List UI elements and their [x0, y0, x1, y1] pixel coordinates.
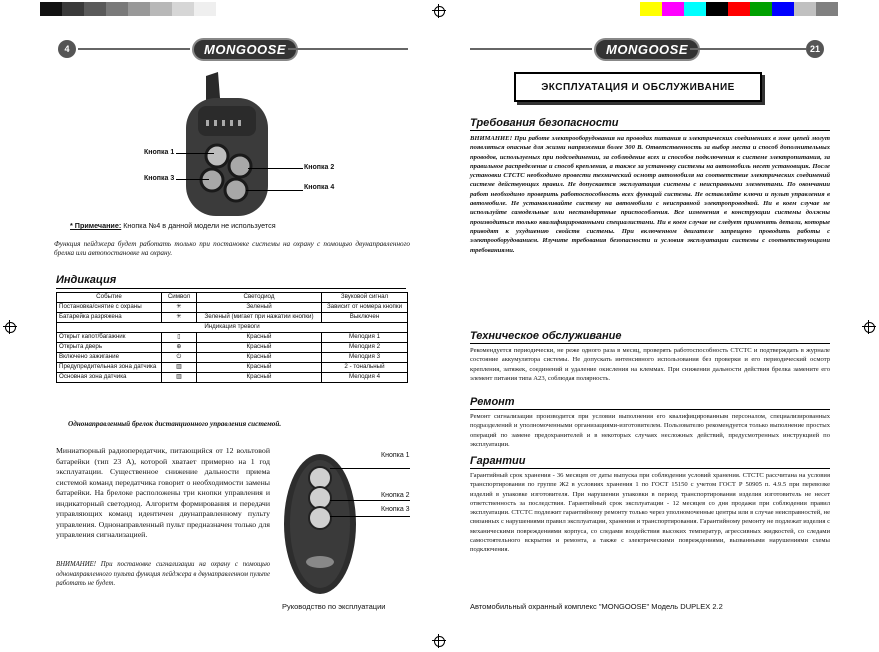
- cell-event: Включено зажигание: [57, 353, 162, 363]
- cell-led: Красный: [197, 363, 322, 373]
- mongoose-logo-left: MONGOOSE: [192, 38, 298, 61]
- cell-symbol: ▥: [162, 373, 197, 383]
- cell-led: Зеленый: [197, 303, 322, 313]
- cell-symbol: ✳: [162, 303, 197, 313]
- table-row: [57, 353, 408, 363]
- table-row: [57, 303, 408, 313]
- calibration-swatch: [728, 2, 750, 16]
- cell-event: Постановка/снятие с охраны: [57, 303, 162, 313]
- page-number-right: 21: [806, 40, 824, 58]
- table-row: [57, 373, 408, 383]
- heading-rule: [56, 288, 406, 289]
- cell-sound: Мелодия 4: [322, 373, 408, 383]
- remote-button-2-label: Кнопка 2: [304, 164, 335, 171]
- note-text: Кнопка №4 в данной модели не используется: [121, 221, 276, 230]
- pointer-line: [330, 500, 410, 501]
- two-way-remote-image: [180, 70, 280, 220]
- safety-paragraph: ВНИМАНИЕ! При работе электрооборудования на проводах питания и электрических соединениях в зоне цепей могут появляться опасные для жизни напряжения более 300 В. Ответственность за выбор места и способ дополнительных проводов, используемых при подсоединении, за соблюдение всех и способов подключения к системе электропитания, за правильное распределение и способ крепления, а также за установку системы на автомобиль несет установщик. После установки СТСТС необходимо провести технический осмотр автомобиля на соответствие электрических соединений системе действующих правил. Не допускается эксплуатация системы с неисправными элементами. По окончании работ необходимо проверить работоспособность всех функций системы. Не оставляйте ключи и пульт управления в автомобиле. Не устанавливайте систему на автомобили с неисправной электропроводкой. Ни в коем случае не используйте самодельные или нестандартные приспособления. Все изменения в конструкции системы должны производиться только квалифицированными специалистами. Ни в коем случае не следует применять детали, которые приводят к ухудшению свойств системы. При включенном двигателе запрещено проводить работы с электрооборудованием. Изучите требования безопасности и условия эксплуатации системы с соответствующими требованиями.: [470, 135, 830, 254]
- calibration-swatch: [62, 2, 84, 16]
- cell-led: Красный: [197, 353, 322, 363]
- calibration-swatch: [750, 2, 772, 16]
- remote-button-3-label: Кнопка 3: [144, 175, 175, 182]
- registration-mark-left: [3, 320, 17, 334]
- fob-button-2-label: Кнопка 2: [381, 492, 410, 499]
- pointer-line: [248, 168, 303, 169]
- cell-symbol: ⊕: [162, 343, 197, 353]
- cell-symbol: ✳: [162, 313, 197, 323]
- calibration-swatch: [106, 2, 128, 16]
- pointer-line: [176, 153, 214, 154]
- cell-symbol: ▯: [162, 333, 197, 343]
- remote-button-4-label: Кнопка 4: [304, 184, 335, 191]
- safety-heading: Требования безопасности: [470, 117, 619, 129]
- calibration-swatch: [706, 2, 728, 16]
- cell-sound: Мелодия 1: [322, 333, 408, 343]
- table-row: [57, 313, 408, 323]
- cell-sound: Мелодия 3: [322, 353, 408, 363]
- calibration-swatch: [772, 2, 794, 16]
- pager-paragraph: Функция пейджера будет работать только при постановке системы на охрану с помощью двунаправленного брелка или автопостановке на охрану.: [54, 240, 410, 258]
- footer-right: Автомобильный охранный комплекс "MONGOOSE" Модель DUPLEX 2.2: [470, 602, 723, 611]
- footer-left: Руководство по эксплуатации: [282, 602, 386, 611]
- calibration-swatch: [150, 2, 172, 16]
- table-row: [57, 343, 408, 353]
- cell-led: Зеленый (мигает при нажатии кнопки): [197, 313, 322, 323]
- note: [70, 221, 400, 230]
- fob-button-3-label: Кнопка 3: [381, 506, 410, 513]
- cell-led: Красный: [197, 373, 322, 383]
- calibration-swatch: [172, 2, 194, 16]
- maintenance-heading: Техническое обслуживание: [470, 330, 622, 342]
- calibration-swatch: [816, 2, 838, 16]
- alarm-subheader: Индикация тревоги: [57, 323, 408, 333]
- page-number-left: 4: [58, 40, 76, 58]
- cell-event: Основная зона датчика: [57, 373, 162, 383]
- registration-mark-bottom: [432, 634, 446, 648]
- header-rule: [470, 48, 592, 50]
- pointer-line: [330, 468, 410, 469]
- one-way-remote-caption: Однонаправленный брелок дистанционного управления системой.: [68, 420, 282, 428]
- cell-led: Красный: [197, 343, 322, 353]
- heading-rule: [470, 343, 830, 344]
- warning-paragraph: ВНИМАНИЕ! При постановке сигнализации на охрану с помощью однонаправленного пульта функция пейджера в двунаправленном пульте работать не будет.: [56, 561, 270, 588]
- table-subheader-row: [57, 323, 408, 333]
- cell-event: Батарейка разряжена: [57, 313, 162, 323]
- col-header-event: Событие: [57, 293, 162, 303]
- indication-table: [56, 292, 408, 383]
- heading-rule: [470, 130, 830, 131]
- pointer-line: [176, 179, 209, 180]
- calibration-swatch: [128, 2, 150, 16]
- repair-heading: Ремонт: [470, 396, 515, 408]
- section-title-box: ЭКСПЛУАТАЦИЯ И ОБСЛУЖИВАНИЕ: [514, 72, 762, 102]
- col-header-led: Светодиод: [197, 293, 322, 303]
- heading-rule: [470, 468, 830, 469]
- calibration-swatch: [84, 2, 106, 16]
- warranty-heading: Гарантии: [470, 455, 526, 467]
- indication-heading: Индикация: [56, 274, 117, 286]
- header-rule: [288, 48, 408, 50]
- pointer-line: [330, 516, 410, 517]
- remote-button-1-label: Кнопка 1: [144, 149, 175, 156]
- cell-event: Открыт капот/багажник: [57, 333, 162, 343]
- table-row: [57, 363, 408, 373]
- note-mark: * Примечание:: [70, 221, 122, 230]
- cell-event: Предупредительная зона датчика: [57, 363, 162, 373]
- header-rule: [690, 48, 806, 50]
- one-way-remote-image: [278, 450, 368, 598]
- fob-button-1-label: Кнопка 1: [381, 452, 410, 459]
- calibration-swatch: [640, 2, 662, 16]
- registration-mark-right: [862, 320, 876, 334]
- calibration-swatch: [662, 2, 684, 16]
- heading-rule: [470, 409, 830, 410]
- calibration-swatch: [794, 2, 816, 16]
- cell-led: Красный: [197, 333, 322, 343]
- maintenance-paragraph: Рекомендуется периодически, не реже одного раза в месяц, проверять работоспособность СТСТС и подтверждать в журнале состояние аккумулятора системы. Не допускать интенсивного использования без проверки и его периодический осмотр крепления, затяжек, соединений и удаление окисления на клеммах. При снижении дальности действия брелка замените его элемент питания типа А23, соблюдая полярность.: [470, 347, 830, 382]
- cell-event: Открыта дверь: [57, 343, 162, 353]
- color-calibration-bar: [640, 2, 838, 16]
- cell-symbol: ▥: [162, 363, 197, 373]
- calibration-swatch: [684, 2, 706, 16]
- repair-paragraph: Ремонт сигнализации производится при условии выполнения его квалифицированным персоналом, специализированных подразделений и уполномоченными организациями-изготовителем. Пользователю рекомендуется только выполнение простых операций по замене предохранителей и в некоторых случаях несложных действий, предусмотренных инструкцией по эксплуатации.: [470, 413, 830, 448]
- registration-mark-top: [432, 4, 446, 18]
- pointer-line: [246, 190, 303, 191]
- cell-sound: 2 - тональный: [322, 363, 408, 373]
- header-rule: [78, 48, 190, 50]
- cell-sound: Зависит от номера кнопки: [322, 303, 408, 313]
- warranty-paragraph: Гарантийный срок хранения - 36 месяцев от даты выпуска при соблюдении условий хранения. СТСТС рассчитана на условия транспортирования по группе Ж2 в условиях хранения 1 по ГОСТ 15150 с учетом ГОСТ Р 50905 п. 4.9.5 при перевозке изделий в упаковке изготовителя. При нарушении упаковки в период транспортирования изделия изготовитель не несет ответственность за последствия. Гарантийный срок эксплуатации - 12 месяцев со дня продажи при соблюдении правил эксплуатации. СТСТС подлежит гарантийному ремонту только через уполномоченные центры или в случае неисправностей, не связанных с нарушениями правил эксплуатации, хранения и транспортирования. Гарантийному ремонту не подлежат изделия с механическими повреждениями корпуса, со следами воздействия высоких температур, агрессивных жидкостей, со следами самостоятельного вскрытия и ремонта, а также с электрическими повреждениями, вызванными нарушениями схемы подключения.: [470, 472, 830, 554]
- grayscale-calibration-bar: [40, 2, 216, 16]
- one-way-remote-description: Миниатюрный радиопередатчик, питающийся от 12 вольтовой батарейки (тип 23 А), которой хватает примерно на 1 год эксплуатации. Существенное снижение дальности приема системой команд передатчика говорит о необходимости замены батарейки. На брелоке расположены три кнопки управления и индикаторный светодиод. Алгоритм формирования и передачи управляющих команд идентичен двунаправленному пульту управления. Однонаправленный пульт предназначен только для управления сигнализацией.: [56, 446, 270, 539]
- calibration-swatch: [194, 2, 216, 16]
- cell-sound: Мелодия 2: [322, 343, 408, 353]
- cell-sound: Выключен: [322, 313, 408, 323]
- col-header-symbol: Символ: [162, 293, 197, 303]
- table-row: [57, 333, 408, 343]
- col-header-sound: Звуковой сигнал: [322, 293, 408, 303]
- cell-symbol: ⏻: [162, 353, 197, 363]
- mongoose-logo-right: MONGOOSE: [594, 38, 700, 61]
- calibration-swatch: [40, 2, 62, 16]
- table-header-row: [57, 293, 408, 303]
